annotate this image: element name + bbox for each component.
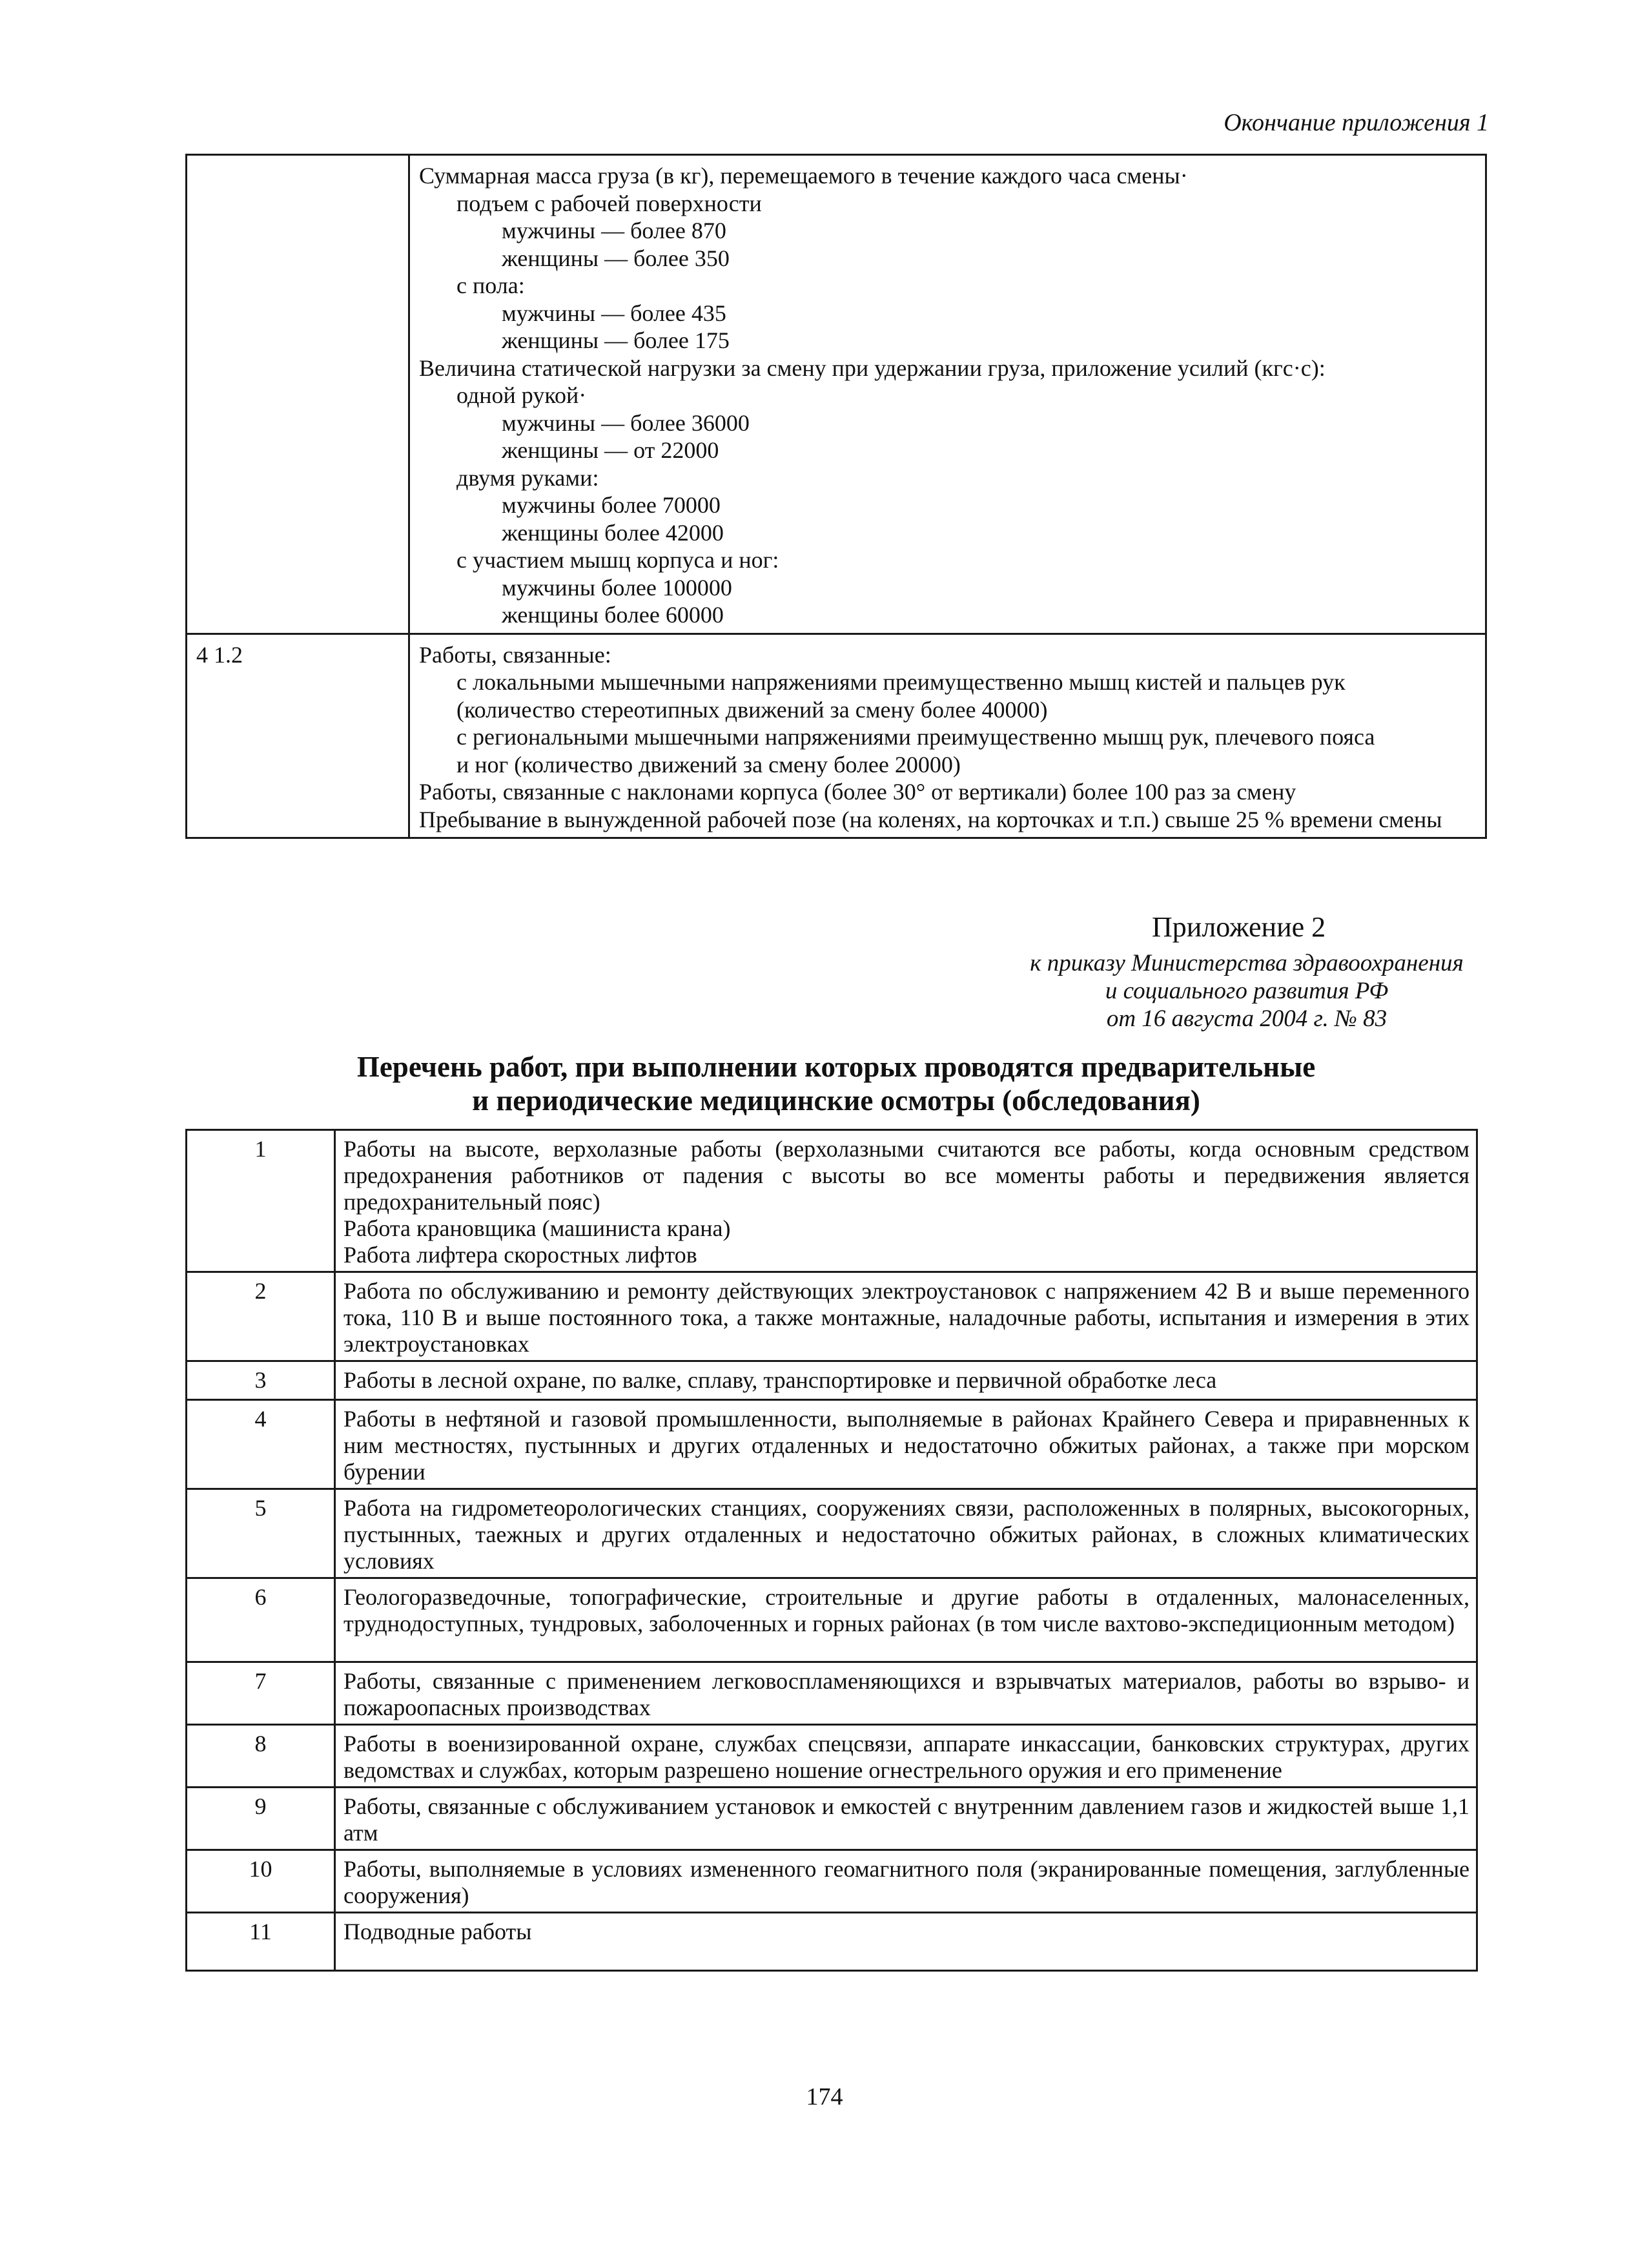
- table-row: [187, 1130, 1477, 1272]
- text-line: мужчины — более 36000: [502, 409, 750, 436]
- text-line: Работы, выполняемые в условиях измененного геомагнитного поля (экранированные помещения, заглубленные сооружения): [343, 1856, 1470, 1908]
- row-content: [409, 155, 1486, 634]
- text-line: женщины более 60000: [502, 602, 724, 628]
- row-content: [335, 1850, 1477, 1913]
- table-row: [187, 1725, 1477, 1788]
- text-line: Величина статической нагрузки за смену при удержании груза, приложение усилий (кгс·с):: [419, 355, 1326, 381]
- row-content: [409, 634, 1486, 838]
- text-line: Геологоразведочные, топографические, строительные и другие работы в отдаленных, малонаселенных, труднодоступных, тундровых, заболоченных и горных районах (в том числе вахтово-экспедиционным методом): [343, 1584, 1470, 1636]
- table-row: [187, 634, 1486, 838]
- text-line: с региональными мышечными напряжениями преимущественно мышц рук, плечевого пояса: [456, 724, 1375, 750]
- row-number: 9: [187, 1788, 335, 1850]
- text-line: женщины более 42000: [502, 519, 724, 546]
- text-line: с пола:: [456, 273, 525, 298]
- row-content: [335, 1662, 1477, 1725]
- table-row: [187, 1913, 1477, 1971]
- row-number: 4 1.2: [187, 634, 409, 838]
- text-line: подъем с рабочей поверхности: [456, 190, 762, 216]
- text-line: Работа на гидрометеорологических станциях, сооружениях связи, расположенных в полярных, высокогорных, пустынных, таежных и других отдаленных и недостаточно обжитых районах, в сложных климатических условиях: [343, 1495, 1470, 1574]
- appendix-label: Приложение 2: [1152, 911, 1326, 943]
- text-line: Работы, связанные с обслуживанием установок и емкостей с внутренним давлением газов и жидкостей выше 1,1 атм: [343, 1793, 1470, 1846]
- page-header-continuation: Окончание приложения 1: [1224, 109, 1489, 136]
- table-row: [187, 1578, 1477, 1662]
- page-number: 174: [806, 2083, 843, 2110]
- text-line: женщины — более 175: [502, 327, 730, 353]
- text-line: Работы, связанные с наклонами корпуса (более 30° от вертикали) более 100 раз за смену: [419, 779, 1296, 805]
- row-number: 8: [187, 1725, 335, 1788]
- text-line: мужчины — более 870: [502, 218, 726, 243]
- text-line: Работа по обслуживанию и ремонту действующих электроустановок с напряжением 42 В и выше переменного тока, 110 В и выше постоянного тока, а также монтажные, наладочные работы, испытания и измерения в этих электроустановках: [343, 1278, 1470, 1357]
- text-line: женщины — более 350: [502, 245, 730, 271]
- table-row: [187, 1272, 1477, 1361]
- table-row: [187, 1361, 1477, 1400]
- text-line: Работы в лесной охране, по валке, сплаву, транспортировке и первичной обработке леса: [343, 1367, 1217, 1393]
- row-number: 5: [187, 1489, 335, 1578]
- text-line: одной рукой·: [456, 382, 587, 408]
- text-line: Работа крановщика (машиниста крана): [343, 1215, 731, 1241]
- text-line: Работы в нефтяной и газовой промышленности, выполняемые в районах Крайнего Севера и приравненных к ним местностях, пустынных и других отдаленных и недостаточно обжитых районах, а также при морском бурении: [343, 1406, 1470, 1485]
- table-row: [187, 155, 1486, 634]
- table-row: [187, 1489, 1477, 1578]
- text-line: мужчины более 100000: [502, 574, 732, 601]
- text-line: Суммарная масса груза (в кг), перемещаемого в течение каждого часа смены·: [419, 163, 1188, 189]
- row-number: 6: [187, 1578, 335, 1662]
- line-list: [419, 641, 1479, 834]
- text-line: с участием мышц корпуса и ног:: [456, 547, 779, 573]
- row-content: [335, 1489, 1477, 1578]
- row-number: 11: [187, 1913, 335, 1971]
- appendix1-table-continuation: [185, 154, 1487, 839]
- line-list: [419, 162, 1479, 629]
- row-content: [335, 1578, 1477, 1662]
- row-content: [335, 1788, 1477, 1850]
- row-content: [335, 1400, 1477, 1489]
- text-line: мужчины — более 435: [502, 300, 726, 326]
- text-line: мужчины более 70000: [502, 492, 721, 518]
- table-row: [187, 1662, 1477, 1725]
- work-list-table: [185, 1129, 1478, 1972]
- text-line: с локальными мышечными напряжениями преимущественно мышц кистей и пальцев рук: [456, 669, 1346, 695]
- row-content: [335, 1725, 1477, 1788]
- text-line: Работы в военизированной охране, службах спецсвязи, аппарате инкассации, банковских структурах, других ведомствах и службах, которым разрешено ношение огнестрельного оружия и его применение: [343, 1731, 1470, 1783]
- row-content: [335, 1913, 1477, 1971]
- text-line: Работы, связанные:: [419, 641, 611, 668]
- title-line: и периодические медицинские осмотры (обследования): [472, 1084, 1200, 1117]
- page-title: [185, 1050, 1487, 1117]
- text-line: Работа лифтера скоростных лифтов: [343, 1242, 697, 1268]
- row-number: 1: [187, 1130, 335, 1272]
- text-line: (количество стереотипных движений за смену более 40000): [456, 696, 1048, 723]
- row-content: [335, 1130, 1477, 1272]
- text-line: Работы, связанные с применением легковоспламеняющихся и взрывчатых материалов, работы во взрыво- и пожароопасных производствах: [343, 1668, 1470, 1720]
- appendix-reference: [1001, 949, 1492, 1033]
- appendix-reference-line: и социального развития РФ: [1105, 978, 1389, 1004]
- text-line: женщины — от 22000: [502, 437, 719, 463]
- row-number: 10: [187, 1850, 335, 1913]
- text-line: Пребывание в вынужденной рабочей позе (на коленях, на корточках и т.п.) свыше 25 % времени смены: [419, 806, 1442, 832]
- text-line: Работы на высоте, верхолазные работы (верхолазными считаются все работы, когда основным средством предохранения работников от падения с высоты во все моменты работы и передвижения является предохранительный пояс): [343, 1136, 1470, 1215]
- title-line: Перечень работ, при выполнении которых проводятся предварительные: [356, 1051, 1316, 1083]
- row-content: [335, 1361, 1477, 1400]
- table-row: [187, 1850, 1477, 1913]
- row-number: 7: [187, 1662, 335, 1725]
- appendix-reference-line: от 16 августа 2004 г. № 83: [1106, 1005, 1388, 1032]
- appendix-reference-line: к приказу Министерства здравоохранения: [1030, 950, 1464, 976]
- row-number: [187, 155, 409, 634]
- text-line: и ног (количество движений за смену более 20000): [456, 751, 961, 778]
- row-number: 4: [187, 1400, 335, 1489]
- text-line: двумя руками:: [456, 464, 599, 491]
- row-number: 3: [187, 1361, 335, 1400]
- text-line: Подводные работы: [343, 1919, 532, 1944]
- row-content: [335, 1272, 1477, 1361]
- table-row: [187, 1400, 1477, 1489]
- row-number: 2: [187, 1272, 335, 1361]
- table-row: [187, 1788, 1477, 1850]
